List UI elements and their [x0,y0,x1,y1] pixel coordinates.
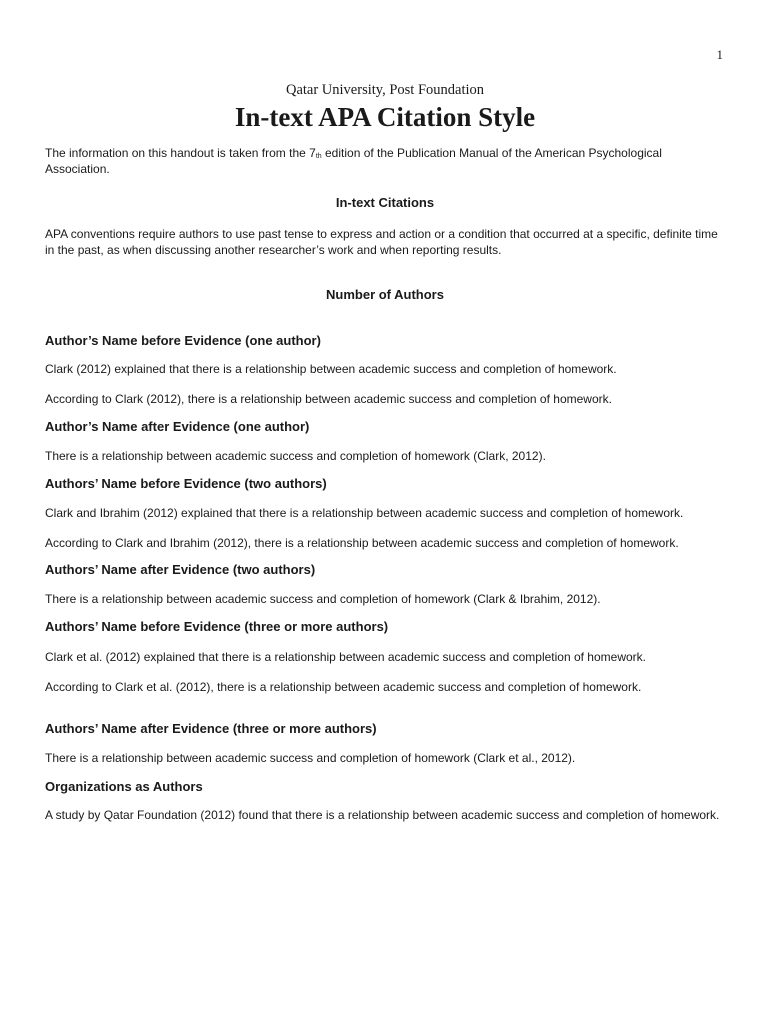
example-sentence: There is a relationship between academic success and completion of homework (Clark & Ibrahim, 2012). [45,592,601,606]
section-heading-one-author-after: Author’s Name after Evidence (one author) [45,419,310,434]
intro-text-after: edition of the Publication Manual of the American Psychological Association. [45,146,662,176]
example-sentence: According to Clark and Ibrahim (2012), there is a relationship between academic success and completion of homework. [45,536,679,550]
section-heading-three-authors-before: Authors’ Name before Evidence (three or more authors) [45,619,389,634]
example-sentence: A study by Qatar Foundation (2012) found that there is a relationship between academic success and completion of homework. [45,808,720,822]
example-sentence: Clark and Ibrahim (2012) explained that there is a relationship between academic success and completion of homework. [45,506,684,520]
example-sentence: There is a relationship between academic success and completion of homework (Clark, 2012). [45,449,546,463]
example-sentence: Clark et al. (2012) explained that there is a relationship between academic success and completion of homework. [45,650,646,664]
page-number: 1 [716,47,723,62]
number-of-authors-heading: Number of Authors [326,287,444,302]
example-sentence: Clark (2012) explained that there is a relationship between academic success and completion of homework. [45,362,617,376]
section-heading-organizations: Organizations as Authors [45,779,203,794]
edition-ordinal-suffix: th [315,153,322,160]
intro-paragraph [45,145,725,177]
institution-name: Qatar University, Post Foundation [285,82,484,98]
example-sentence: There is a relationship between academic success and completion of homework (Clark et al., 2012). [45,751,576,765]
section-heading-two-authors-before: Authors’ Name before Evidence (two authors) [45,476,327,491]
intext-citations-heading: In-text Citations [335,195,435,210]
section-heading-two-authors-after: Authors’ Name after Evidence (two authors) [45,562,316,577]
intext-citations-paragraph: APA conventions require authors to use past tense to express and action or a condition that occurred at a specific, definite time in the past, as when discussing another researcher’s work and when reporting results. [45,227,718,257]
document-title: In-text APA Citation Style [234,102,536,132]
document-body [45,80,725,823]
example-sentence: According to Clark et al. (2012), there is a relationship between academic success and completion of homework. [45,680,642,694]
intro-text-before: The information on this handout is taken from the 7 [45,146,316,160]
section-heading-one-author-before: Author’s Name before Evidence (one author) [45,333,321,348]
example-sentence: According to Clark (2012), there is a relationship between academic success and completion of homework. [45,392,612,406]
section-heading-three-authors-after: Authors’ Name after Evidence (three or more authors) [45,721,377,736]
